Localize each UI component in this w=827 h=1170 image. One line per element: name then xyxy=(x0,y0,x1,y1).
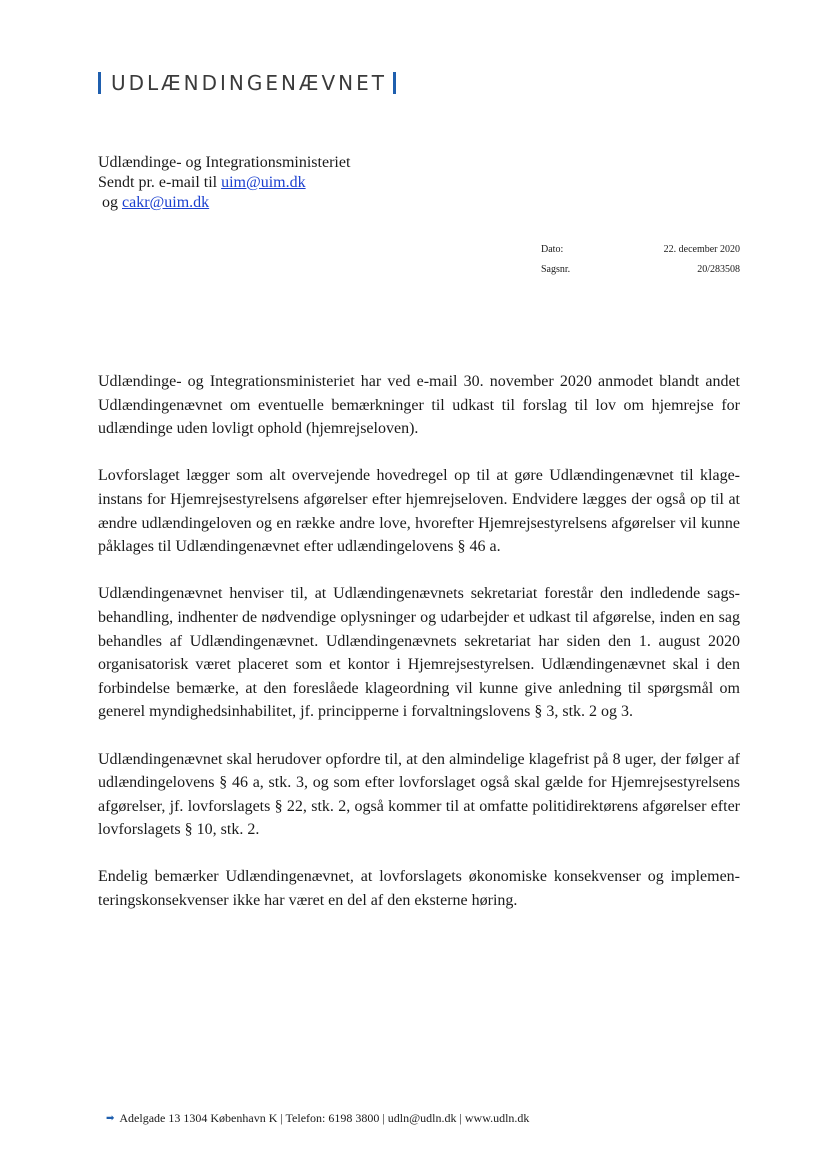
paragraph: Udlændinge- og Integrationsministeriet har ved e-mail 30. november 2020 anmodet blandt andet Udlændingenævnet om eventuelle bemærkninger til udkast til forslag til lov om hjemrejse for udlændinge uden lovligt ophold (hjemrejseloven). xyxy=(98,373,740,438)
logo-left-bar xyxy=(98,72,101,94)
email-link-cakr[interactable]: cakr@uim.dk xyxy=(122,194,210,211)
logo-right-bar xyxy=(393,72,396,94)
recipient-email-line xyxy=(98,173,350,193)
sent-by-email-label: Sendt pr. e-mail til xyxy=(98,174,222,191)
paragraph: Endelig bemærker Udlændingenævnet, at lovforslagets økonomiske konsekvenser og implementeringskonsekvenser ikke har været en del af den eksterne høring. xyxy=(98,868,740,910)
footer-contact-text: Adelgade 13 1304 København K | Telefon: 6198 3800 | udln@udln.dk | www.udln.dk xyxy=(119,1111,530,1125)
paragraph: Udlændingenævnet skal herudover opfordre til, at den almindelige klagefrist på 8 uger, der følger af udlændingelovens § 46 a, stk. 3, og som efter lovforslaget også skal gælde for Hjemrejsestyrelsens afgørelser, jf. lovforslagets § 22, stk. 2, også kommer til at omfatte politidirektørens afgørelser efter lovforslagets § 10, stk. 2. xyxy=(98,750,740,839)
letter-meta xyxy=(541,240,740,280)
case-number-value: 20/283508 xyxy=(697,264,740,275)
case-number-label: Sagsnr. xyxy=(541,264,571,275)
paragraph: Lovforslaget lægger som alt overvejende hovedregel op til at gøre Udlændingenævnet til klageinstans for Hjemrejsestyrelsens afgørelser efter hjemrejseloven. Endvidere lægges der også op til at ændre udlændingeloven og en række andre love, hvorefter Hjemrejsestyrelsens afgørelser vil kunne påklages til Udlændingenævnet efter udlændingelovens § 46 a. xyxy=(98,467,740,556)
and-label: og xyxy=(102,194,122,211)
organization-logo xyxy=(98,72,396,94)
logo-text: UDLÆNDINGENÆVNET xyxy=(111,71,387,95)
recipient-name: Udlændinge- og Integrationsministeriet xyxy=(98,154,351,171)
letter-body xyxy=(98,370,740,936)
date-label: Dato: xyxy=(541,244,564,255)
footer xyxy=(106,1111,529,1126)
case-number-row xyxy=(541,260,740,280)
date-value: 22. december 2020 xyxy=(663,244,740,255)
recipient-block xyxy=(98,153,350,213)
email-link-uim[interactable]: uim@uim.dk xyxy=(221,174,306,191)
recipient-second-email-line xyxy=(98,193,350,213)
paragraph: Udlændingenævnet henviser til, at Udlændingenævnets sekretariat forestår den indledende sagsbehandling, indhenter de nødvendige oplysninger og udarbejder et udkast til afgørelse, inden en sag behandles af Udlændingenævnet. Udlændingenævnets sekretariat har siden den 1. august 2020 organisatorisk været placeret som et kontor i Hjemrejsestyrelsen. Udlændingenævnet skal i den forbindelse bemærke, at den foreslåede klageordning vil kunne give anledning til spørgsmål om generel myndighedsinhabilitet, jf. principperne i forvaltningslovens § 3, stk. 2 og 3. xyxy=(98,585,740,721)
arrow-icon: ➡ xyxy=(106,1113,115,1124)
date-row xyxy=(541,240,740,260)
